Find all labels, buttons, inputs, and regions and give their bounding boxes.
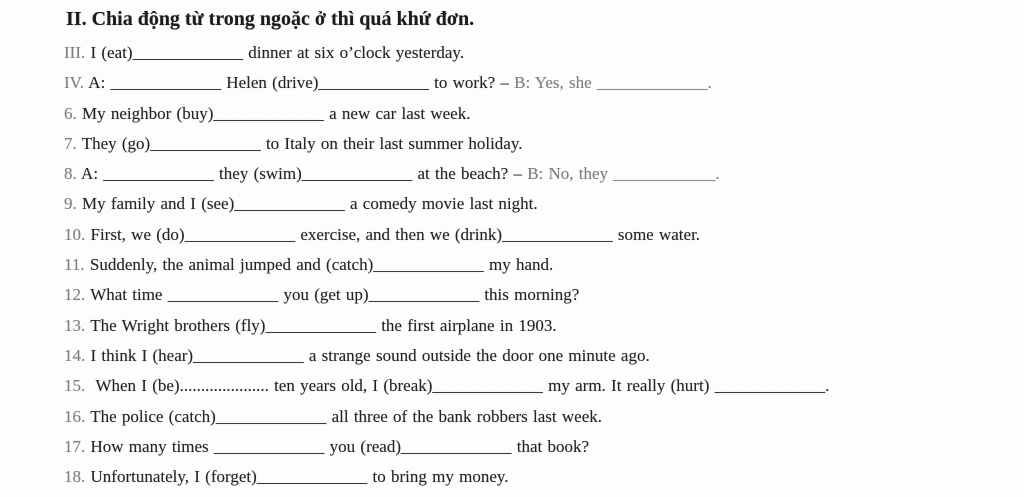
line-number: 9. — [64, 194, 77, 214]
line-text-muted: B: No, they ____________. — [527, 164, 720, 184]
line-number: 18. — [64, 467, 86, 487]
line-text: My family and I (see)_____________ a comedy movie last night. — [76, 194, 538, 214]
line-number: III. — [64, 43, 86, 62]
exercise-line — [64, 432, 1014, 462]
line-text-muted: B: Yes, she _____________. — [514, 73, 712, 93]
line-text: My neighbor (buy)_____________ a new car last week. — [76, 103, 471, 123]
line-number: 10. — [64, 224, 86, 244]
line-text: I (eat)_____________ dinner at six o’clock yesterday. — [85, 43, 465, 62]
line-number: 7. — [64, 133, 77, 153]
line-number: 8. — [64, 164, 77, 184]
line-number: 11. — [64, 255, 85, 275]
line-text: When I (be)..................... ten years old, I (break)_____________ my arm. It really (hurt) _____________. — [85, 376, 830, 396]
exercise-line — [64, 341, 1014, 371]
worksheet-title: II. Chia động từ trong ngoặc ở thì quá khứ đơn. — [66, 8, 475, 30]
line-text: The Wright brothers (fly)_____________ the first airplane in 1903. — [85, 315, 557, 335]
line-text: I think I (hear)_____________ a strange sound outside the door one minute ago. — [85, 345, 650, 365]
worksheet-sheet — [64, 6, 1014, 492]
exercise-line — [64, 371, 1014, 401]
line-text: Suddenly, the animal jumped and (catch)_____________ my hand. — [84, 255, 554, 275]
line-text: First, we (do)_____________ exercise, and then we (drink)_____________ some water. — [85, 224, 701, 244]
line-number: 13. — [64, 315, 86, 335]
exercise-line — [64, 68, 1014, 98]
exercise-line — [64, 462, 1014, 492]
line-number: 6. — [64, 103, 77, 123]
line-text: They (go)_____________ to Italy on their last summer holiday. — [76, 133, 523, 153]
line-number: 12. — [64, 285, 86, 305]
exercise-list — [64, 38, 1014, 492]
exercise-line — [64, 402, 1014, 432]
line-text: The police (catch)_____________ all three of the bank robbers last week. — [85, 406, 602, 426]
line-text: What time _____________ you (get up)_____________ this morning? — [85, 285, 580, 305]
line-number: 14. — [64, 345, 86, 365]
exercise-line — [64, 280, 1014, 310]
exercise-line — [64, 220, 1014, 250]
line-number: IV. — [64, 73, 84, 93]
exercise-line — [64, 250, 1014, 280]
exercise-line — [64, 99, 1014, 129]
line-text: How many times _____________ you (read)_____________ that book? — [85, 436, 590, 456]
exercise-line — [64, 159, 1014, 189]
line-text: A: _____________ Helen (drive)_____________ to work? – — [84, 73, 515, 93]
exercise-line — [64, 311, 1014, 341]
line-number: 16. — [64, 406, 86, 426]
exercise-line — [64, 129, 1014, 159]
line-number: 15. — [64, 376, 86, 396]
line-text: Unfortunately, I (forget)_____________ to bring my money. — [85, 467, 509, 487]
line-number: 17. — [64, 436, 86, 456]
exercise-line — [64, 38, 1014, 68]
line-text: A: _____________ they (swim)_____________ at the beach? – — [76, 164, 528, 184]
exercise-line — [64, 189, 1014, 219]
